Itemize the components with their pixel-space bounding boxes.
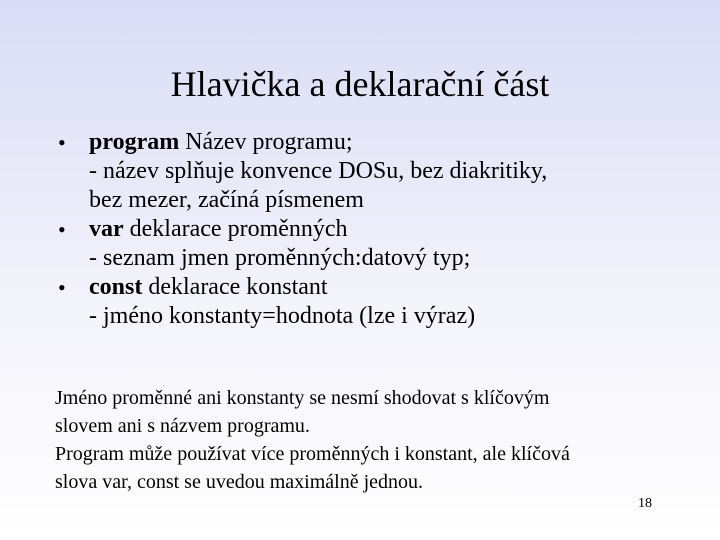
bullet-subline: bez mezer, začíná písmenem: [89, 187, 364, 213]
bullet-glyph: •: [58, 217, 66, 242]
bullet-text: Název programu;: [179, 129, 353, 155]
slide-title: Hlavička a deklarační část: [170, 64, 550, 104]
bullet-text: deklarace konstant: [142, 274, 328, 300]
keyword-const: const: [89, 274, 143, 300]
bullet-item-var: [58, 215, 698, 273]
keyword-program: program: [89, 129, 180, 155]
bullet-glyph: •: [58, 275, 66, 300]
bullet-item-const: [58, 273, 698, 331]
bullet-list: [58, 128, 698, 331]
bullet-text: deklarace proměnných: [123, 216, 348, 242]
note-line: Program může používat více proměnných i konstant, ale klíčová: [55, 443, 570, 465]
note-line: Jméno proměnné ani konstanty se nesmí shodovat s klíčovým: [55, 387, 550, 409]
note-paragraph: [55, 384, 695, 496]
note-line: slova var, const se uvedou maximálně jednou.: [55, 471, 423, 493]
bullet-subline: - seznam jmen proměnných:datový typ;: [89, 245, 471, 271]
bullet-subline: - název splňuje konvence DOSu, bez diakritiky,: [89, 158, 548, 184]
bullet-item-program: [58, 128, 698, 215]
bullet-glyph: •: [58, 130, 66, 155]
note-line: slovem ani s názvem programu.: [55, 415, 310, 437]
bullet-subline: - jméno konstanty=hodnota (lze i výraz): [89, 303, 476, 329]
page-number: 18: [638, 496, 652, 511]
keyword-var: var: [89, 216, 124, 242]
